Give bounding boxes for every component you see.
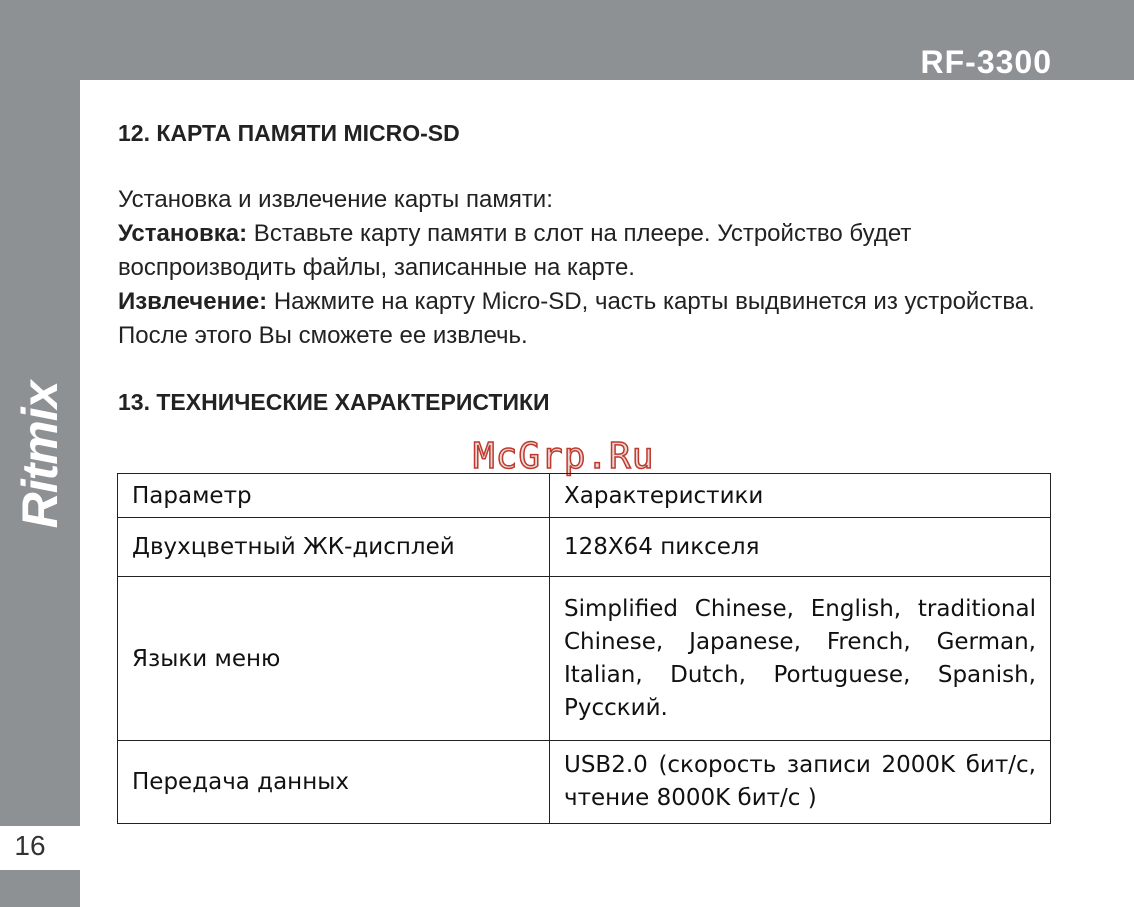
table-cell: Передача данных xyxy=(118,741,550,824)
install-paragraph xyxy=(118,217,1058,285)
table-cell: Двухцветный ЖК-дисплей xyxy=(118,518,550,577)
install-label: Установка: xyxy=(118,220,248,247)
eject-paragraph xyxy=(118,285,1058,353)
table-row xyxy=(118,741,1051,824)
table-cell: Simplified Chinese, English, traditional Chinese, Japanese, French, German, Italian, Dutch, Portuguese, Spanish, Русский. xyxy=(550,577,1051,741)
brand-logo: Ritmix xyxy=(12,381,68,529)
table-cell: Языки меню xyxy=(118,577,550,741)
table-header-row xyxy=(118,474,1051,518)
table-row xyxy=(118,518,1051,577)
section-13-title: 13. ТЕХНИЧЕСКИЕ ХАРАКТЕРИСТИКИ xyxy=(118,389,550,415)
table-cell: 128X64 пикселя xyxy=(550,518,1051,577)
table-cell: USB2.0 (скорость записи 2000K бит/с, чтение 8000K бит/с ) xyxy=(550,741,1051,824)
eject-label: Извлечение: xyxy=(118,288,268,315)
table-row xyxy=(118,577,1051,741)
header-cell-parameter: Параметр xyxy=(118,474,550,518)
eject-text: Нажмите на карту Micro-SD, часть карты выдвинется из устройства. После этого Вы сможете ее извлечь. xyxy=(118,288,1035,349)
header-cell-characteristics: Характеристики xyxy=(550,474,1051,518)
model-name: RF-3300 xyxy=(920,44,1052,80)
page-number: 16 xyxy=(14,830,46,861)
section-12-title: 12. КАРТА ПАМЯТИ MICRO-SD xyxy=(118,120,460,146)
watermark: McGrp.Ru xyxy=(473,436,655,477)
spec-table xyxy=(117,473,1051,824)
install-text: Вставьте карту памяти в слот на плеере. Устройство будет воспроизводить файлы, записанные на карте. xyxy=(118,220,912,281)
section-12-intro: Установка и извлечение карты памяти: xyxy=(118,186,553,213)
